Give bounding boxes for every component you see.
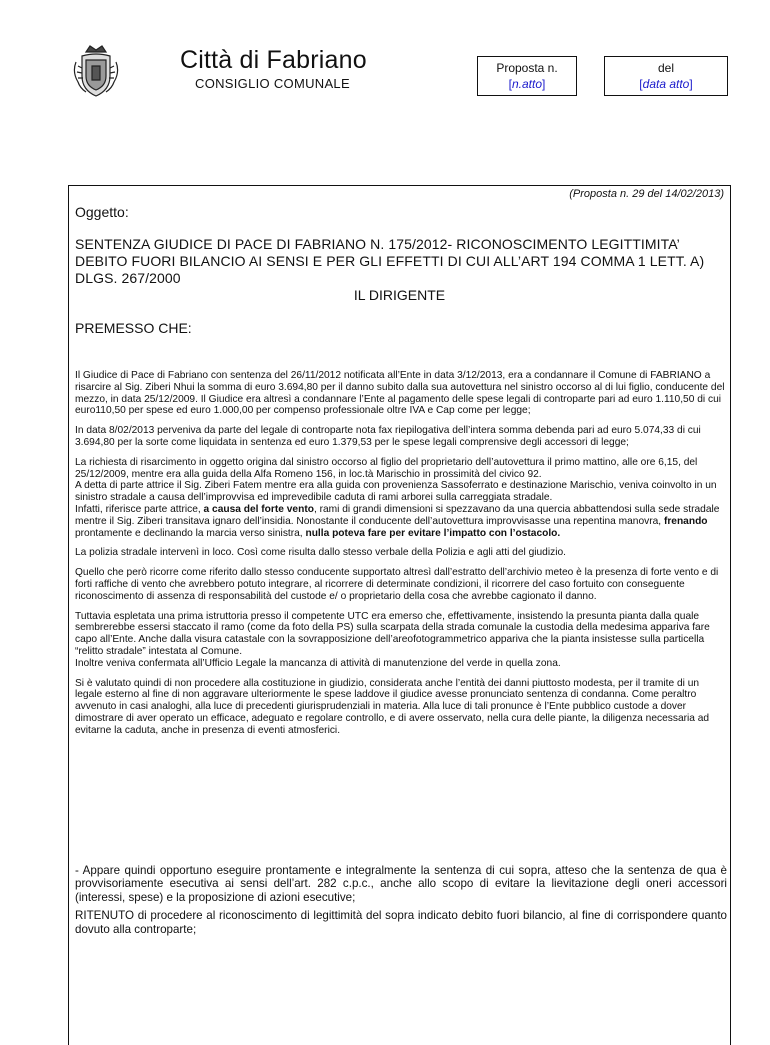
subject-title: SENTENZA GIUDICE DI PACE DI FABRIANO N. 175/2012- RICONOSCIMENTO LEGITTIMITA’ DEBITO FUORI BILANCIO AI SENSI E PER GLI EFFETTI DI CUI ALL’ART 194 COMMA 1 LETT. A) DLGS. 267/2000 xyxy=(75,236,705,286)
paragraph-4: La polizia stradale intervenì in loco. Così come risulta dallo stesso verbale della Polizia e agli atti del giudizio. xyxy=(75,547,566,559)
proposal-number-value: n.atto xyxy=(511,77,543,91)
proposal-date-box xyxy=(604,56,728,96)
bold-phrase: nulla poteva fare per evitare l’impatto con l’ostacolo. xyxy=(305,527,561,539)
paragraph-6a: Tuttavia espletata una prima istruttoria presso il competente UTC era emerso che, effettivamente, insistendo la presunta pianta dalla quale sembrerebbe essersi staccato il ramo (come da foto della PS) sulla scarpata della strada comunale la custodia della medesima appariva fare capo all’Ente. Anche dalla visura catastale con la sovrapposizione dell’areofotogrammetrico appariva che la pianta insistesse sulla particella “relitto stradale” intestata al Comune. xyxy=(75,610,710,657)
paragraph-9: RITENUTO di procedere al riconoscimento di legittimità del sopra indicato debito fuori bilancio, al fine di corrispondere quanto dovuto alla controparte; xyxy=(75,909,727,936)
paragraph-3c-text: Infatti, riferisce parte attrice, xyxy=(75,503,204,515)
proposal-reference: (Proposta n. 29 del 14/02/2013) xyxy=(569,188,724,200)
bold-phrase: a causa del forte vento xyxy=(203,503,314,515)
paragraph-8: - Appare quindi opportuno eseguire prontamente e integralmente la sentenza di cui sopra, atteso che la sentenza de qua è provvisoriamente esecutiva ai sensi dell’art. 282 c.p.c., anche allo scopo di evitare la lievitazione degli oneri accessori (interessi, spese) e la proposizione di azioni esecutive; xyxy=(75,864,727,904)
proposal-number-field[interactable]: [n.atto] xyxy=(508,77,546,91)
city-name: Città di Fabriano xyxy=(180,46,367,74)
city-crest-icon xyxy=(72,42,120,98)
paragraph-3b: A detta di parte attrice il Sig. Ziberi Fatem mentre era alla guida con provenienza Sassoferrato e destinazione Marischio, veniva coinvolto in un sinistro stradale a causa dell’improvvisa ed imprevedibile caduta di rami arborei sulla carreggiata stradale. xyxy=(75,480,717,504)
oggetto-label: Oggetto: xyxy=(75,204,129,220)
paragraph-5: Quello che però ricorre come riferito dallo stesso conducente supportato altresì dall’estratto dell’archivio meteo è la presenza di forte vento e di forti raffiche di vento che avrebbero potuto integrare, al ricorrere di determinate condizioni, il ricorrere del caso fortuito con conseguente riconoscimento di assenza di responsabilità del custode e/ o proprietario della cosa che avrebbe cagionato il danno. xyxy=(75,567,719,602)
proposal-date-field[interactable]: [data atto] xyxy=(639,77,693,91)
paragraph-6b: Inoltre veniva confermata all’Ufficio Legale la mancanza di attività di manutenzione del verde in quella zona. xyxy=(75,657,561,669)
document-body xyxy=(75,370,727,745)
proposal-date-label: del xyxy=(657,61,674,75)
paragraph-3a: La richiesta di risarcimento in oggetto origina dal sinistro occorso al figlio del proprietario dell’autovettura il primo mattino, alle ore 6,15, del 25/12/2009, mentre era alla guida della Alfa Romeno 156, in loc.tà Marischio in prossimità del civico 92. xyxy=(75,456,698,480)
dirigente-heading: IL DIRIGENTE xyxy=(353,287,446,303)
document-frame xyxy=(68,185,731,1045)
proposal-number-box xyxy=(477,56,577,96)
document-conclusion xyxy=(75,864,727,941)
proposal-date-value: data atto xyxy=(642,77,690,91)
paragraph-3 xyxy=(75,457,727,540)
proposal-number-label: Proposta n. xyxy=(496,61,558,75)
paragraph-2: In data 8/02/2013 perveniva da parte del legale di controparte nota fax riepilogativa dell’intera somma debenda pari ad euro 5.074,33 di cui 3.694,80 per la sorte come liquidata in sentenza ed euro 1.379,53 per le spese legali comprensive degli accessori di legge; xyxy=(75,425,701,448)
paragraph-6 xyxy=(75,611,727,670)
council-name: CONSIGLIO COMUNALE xyxy=(195,76,350,91)
paragraph-7: Si è valutato quindi di non procedere alla costituzione in giudizio, considerata anche l’entità dei danni piuttosto modesta, per il tramite di un legale esterno al fine di non aggravare ulteriormente le spese laddove il giudice avesse pronunciato sentenza di condanna. Come peraltro avvenuto in casi analoghi, alla luce di precedenti giurisprudenziali in materia. Alla luce di tali pronunce è l’Ente pubblico custode a dover dimostrare di aver operato un efficace, adeguato e regolare controllo, e di avere osservato, nella cura delle piante, la diligenza necessaria ad evitarne la caduta, anche in presenza di eventi atmosferici. xyxy=(75,677,710,736)
paragraph-3c-text: prontamente e declinando la marcia verso sinistra, xyxy=(75,527,306,539)
premesso-heading: PREMESSO CHE: xyxy=(75,320,192,336)
bold-phrase: frenando xyxy=(663,515,708,527)
paragraph-1: Il Giudice di Pace di Fabriano con sentenza del 26/11/2012 notificata all’Ente in data 3/12/2013, era a condannare il Comune di FABRIANO a risarcire al Sig. Ziberi Nhui la somma di euro 3.694,80 per il danno subito dalla sua autovettura nel sinistro occorso al di lui figlio, conducente del mezzo, in data 25/12/2009. Il Giudice era altresì a condannare l’Ente al pagamento delle spese legali di controparte pari ad euro 1.110,50 di cui euro110,50 per spese ed euro 1.000,00 per compenso professionale oltre IVA e Cap come per legge; xyxy=(75,370,725,417)
paragraph-3c-text: , rami di grandi dimensioni si spezzavano da una quercia abbattendosi sulla sede stradale mentre il Sig. Ziberi transitava ignaro dell’insidia. Nonostante il conducente dell’autovettura improvvisasse una repentina manovra, xyxy=(75,503,720,527)
